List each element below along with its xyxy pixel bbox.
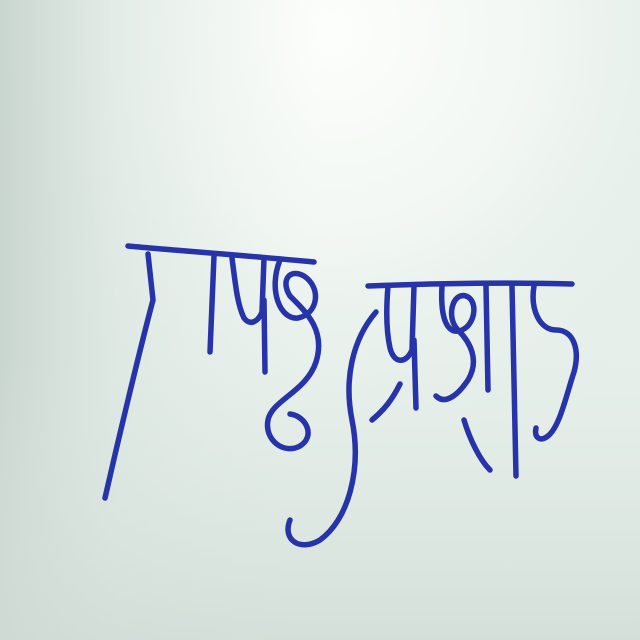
ink-headline-2 xyxy=(368,283,572,286)
